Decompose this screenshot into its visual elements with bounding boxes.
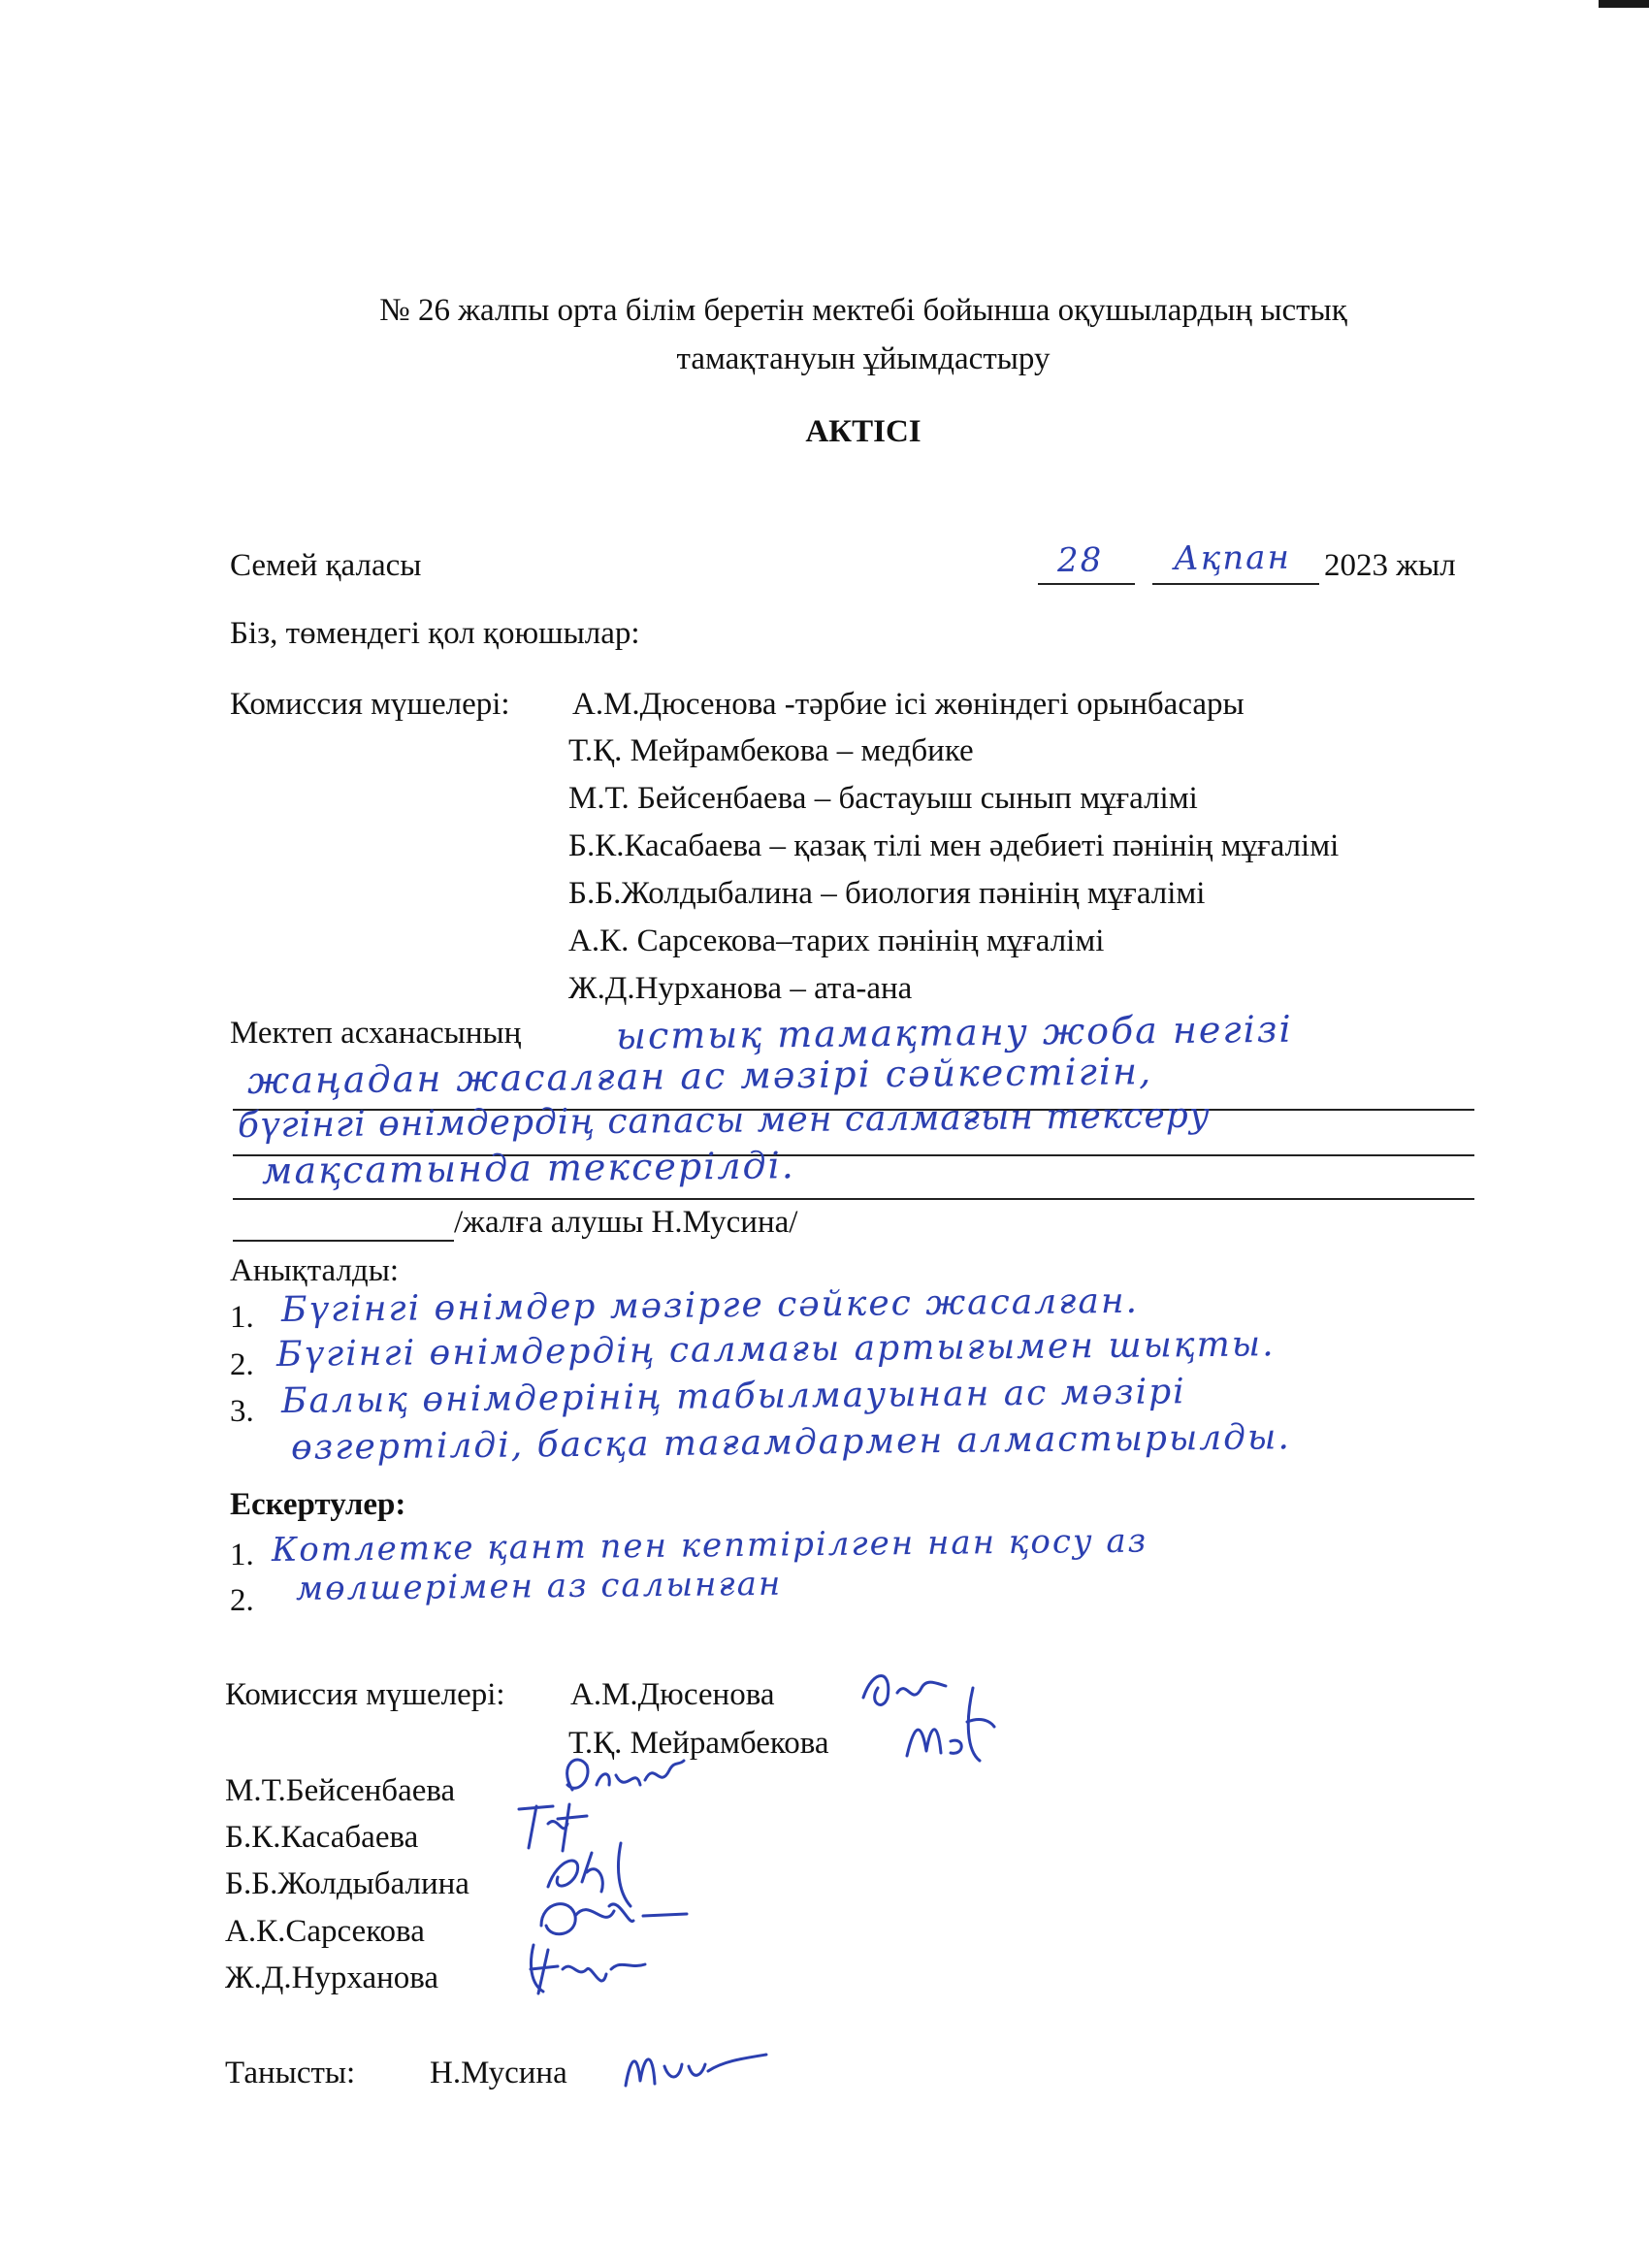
signatory-name: А.М.Дюсенова: [570, 1677, 775, 1712]
signature-nurkhanova: [519, 1935, 655, 2003]
findings-handwritten-item: өзгертілді, басқа тағамдармен алмастырылды.: [290, 1417, 1291, 1468]
findings-number: 3.: [230, 1394, 254, 1429]
canteen-ruled-line: [233, 1198, 1474, 1200]
findings-label: Анықталды:: [230, 1253, 400, 1288]
signature-meyrambekova: [897, 1683, 1004, 1770]
remarks-number: 1.: [230, 1538, 254, 1572]
findings-number: 1.: [230, 1300, 254, 1335]
canteen-handwritten-line: жаңадан жасалған ас мәзірі сәйкестігін,: [246, 1050, 1153, 1102]
commission-member: Б.Б.Жолдыбалина – биология пәнінің мұғалімі: [568, 876, 1206, 911]
canteen-handwritten-line: ыстық тамақтану жоба негізі: [615, 1007, 1293, 1057]
signatory-name: А.К.Сарсекова: [225, 1914, 425, 1949]
signatory-name: М.Т.Бейсенбаева: [225, 1773, 456, 1808]
tenant-text: /жалға алушы Н.Мусина/: [454, 1205, 798, 1240]
document-title-line-2: тамақтануын ұйымдастыру: [676, 341, 1051, 376]
findings-handwritten-item: Бүгінгі өнімдердің салмағы артығымен шықты.: [275, 1324, 1276, 1375]
document-title-line-1: № 26 жалпы орта білім беретін мектебі бойынша оқушылардың ыстық: [379, 293, 1347, 328]
findings-handwritten-item: Бүгінгі өнімдер мәзірге сәйкес жасалған.: [280, 1280, 1140, 1330]
signatory-name: Т.Қ. Мейрамбекова: [568, 1726, 829, 1761]
scan-corner-mark: [1599, 0, 1649, 8]
commission-label: Комиссия мүшелері:: [230, 687, 510, 722]
findings-handwritten-item: Балық өнімдерінің табылмауынан ас мәзірі: [280, 1372, 1186, 1421]
date-day-handwritten: 28: [1056, 540, 1104, 580]
remarks-label: Ескертулер:: [230, 1487, 406, 1522]
remarks-handwritten-item: мөлшерімен аз салынған: [295, 1564, 783, 1608]
canteen-label: Мектеп асханасының: [230, 1016, 522, 1051]
commission-member: А.М.Дюсенова -тәрбие ісі жөніндегі орынбасары: [572, 687, 1245, 722]
commission-member: М.Т. Бейсенбаева – бастауыш сынып мұғалімі: [568, 781, 1198, 816]
commission-member: А.К. Сарсекова–тарих пәнінің мұғалімі: [568, 923, 1105, 958]
signature-musina: [616, 2037, 771, 2095]
date-day-underline: [1038, 583, 1135, 585]
commission-member: Т.Қ. Мейрамбекова – медбике: [568, 733, 974, 768]
canteen-handwritten-line: бүгінгі өнімдердің сапасы мен салмағын тексеру: [237, 1095, 1211, 1146]
intro-text: Біз, төмендегі қол қоюшылар:: [230, 616, 640, 651]
canteen-handwritten-line: мақсатында тексерілді.: [261, 1144, 796, 1192]
date-month-handwritten: Ақпан: [1173, 537, 1292, 578]
document-type-heading: АКТІСІ: [805, 414, 922, 449]
commission-member: Ж.Д.Нурханова – ата-ана: [568, 971, 913, 1006]
signatory-name: Ж.Д.Нурханова: [225, 1960, 439, 1995]
commission-member: Б.К.Касабаева – қазақ тілі мен әдебиеті пәнінің мұғалімі: [568, 828, 1340, 863]
acknowledged-name: Н.Мусина: [430, 2056, 567, 2090]
findings-number: 2.: [230, 1347, 254, 1382]
acknowledged-label: Танысты:: [225, 2056, 356, 2090]
city-label: Семей қаласы: [230, 548, 422, 583]
signatory-name: Б.Б.Жолдыбалина: [225, 1866, 469, 1901]
signatures-commission-label: Комиссия мүшелері:: [225, 1677, 505, 1712]
remarks-handwritten-item: Котлетке қант пен кептірілген нан қосу аз: [271, 1521, 1148, 1570]
date-month-underline: [1152, 583, 1319, 585]
date-year: 2023 жыл: [1324, 548, 1456, 583]
signatory-name: Б.К.Касабаева: [225, 1820, 419, 1855]
tenant-blank-line: [233, 1240, 454, 1242]
remarks-number: 2.: [230, 1583, 254, 1618]
